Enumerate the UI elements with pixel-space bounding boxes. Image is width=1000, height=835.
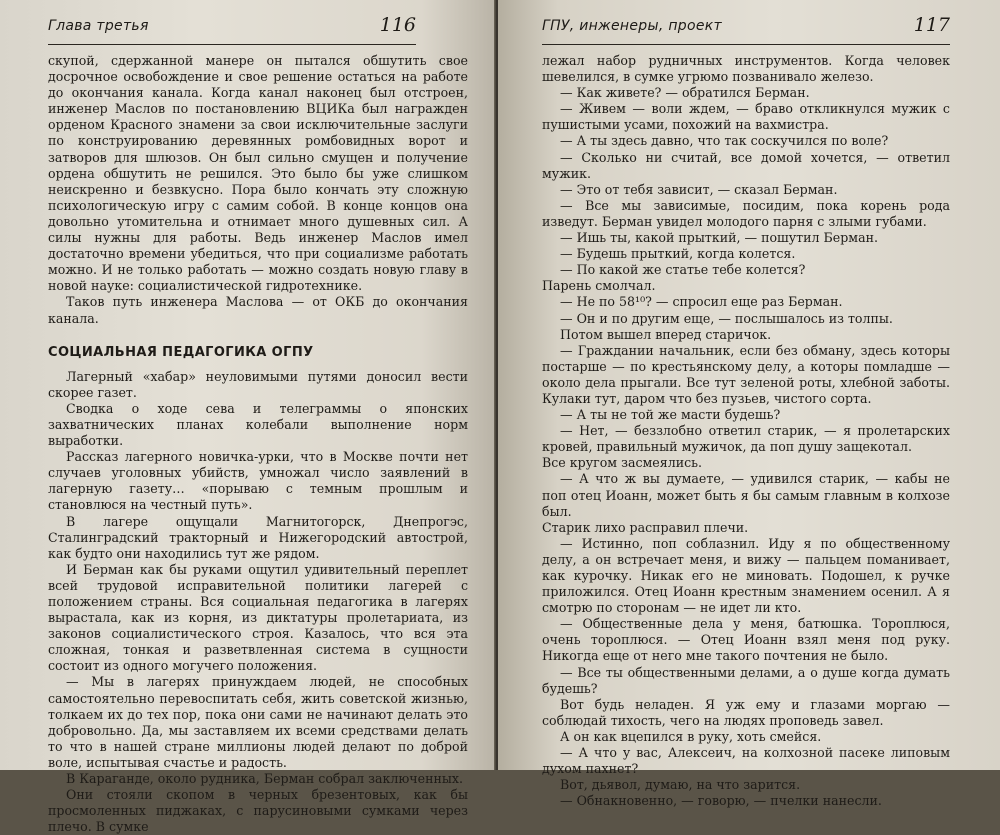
right-paragraph: — По какой же статье тебе колется? xyxy=(560,262,806,278)
right-paragraph: Парень смолчал. xyxy=(542,278,656,294)
left-running-head xyxy=(48,14,416,45)
right-paragraph: — Сколько ни считай, все домой хочется, — ответил мужик. xyxy=(542,149,950,181)
right-paragraph: — Не по 58¹⁰? — спросил еще раз Берман. xyxy=(560,294,843,310)
right-paragraph: — Живем — воли ждем, — браво откликнулся мужик с пушистыми усами, похожий на вахмистра. xyxy=(542,101,950,133)
left-paragraph: — Мы в лагерях принуждаем людей, не способных самостоятельно перевоспитать себя, жить советской жизнью, толкаем их до тех пор, пока они сами не начинают делать это добровольно. Да, мы заставляем их всеми средствами делать то что в нашей стране миллионы людей делают по доброй воле, испытывая счастье и радость. xyxy=(48,674,468,770)
right-paragraph: — А что ж вы думаете, — удивился старик, — кабы не поп отец Иоанн, может быть я бы самым главным в колхозе был. xyxy=(542,471,950,519)
right-running-title: ГПУ, инженеры, проект xyxy=(542,18,722,34)
left-paragraph: И Берман как бы руками ощутил удивительный переплет всей трудовой исправительной политики лагерей с положением страны. Вся социальная педагогика в лагерях вырастала, как из корня, из диктатуры пролетариата, из законов социалистического строя. Казалось, что вся эта сложная, тонкая и разветвленная система в сущности состоит из одного могучего положения. xyxy=(48,561,468,674)
right-paragraph: — Все ты общественными делами, а о душе когда думать будешь? xyxy=(542,664,950,696)
right-paragraph: Вот будь неладен. Я уж ему и глазами моргаю — соблюдай тихость, чего на людях проповедь завел. xyxy=(542,696,950,728)
right-paragraph: — Общественные дела у меня, батюшка. Тороплюся, очень тороплюся. — Отец Иоанн взял меня под руку. Никогда еще от него мне такого почтения не было. xyxy=(542,616,950,664)
left-paragraph: Рассказ лагерного новичка-урки, что в Москве почти нет случаев уголовных убийств, умножал число заявлений в лагерную газету… «порываю с темным прошлым и становлюся на честный путь». xyxy=(48,449,468,513)
left-paragraph: Лагерный «хабар» неуловимыми путями доносил вести скорее газет. xyxy=(48,368,468,400)
left-paragraph: В лагере ощущали Магнитогорск, Днепрогэс, Сталинградский тракторный и Нижегородский автострой, как будто они находились тут же рядом. xyxy=(48,513,468,561)
right-paragraph: — Он и по другим еще, — послышалось из толпы. xyxy=(560,310,893,326)
right-paragraph: Все кругом засмеялись. xyxy=(542,455,703,471)
right-paragraph: — А ты не той же масти будешь? xyxy=(560,407,781,423)
left-running-title: Глава третья xyxy=(48,18,149,34)
left-paragraph: В Караганде, около рудника, Берман собрал заключенных. xyxy=(66,771,463,787)
left-paragraph: Они стояли скопом в черных брезентовых, как бы просмоленных пиджаках, с парусиновыми сумками через плечо. В сумке xyxy=(48,787,468,835)
right-paragraph: А он как вцепился в руку, хоть смейся. xyxy=(560,728,822,744)
right-paragraph: — Ишь ты, какой прыткий, — пошутил Берман. xyxy=(560,230,879,246)
right-paragraph: Вот, дьявол, думаю, на что зарится. xyxy=(560,777,801,793)
right-paragraph: — Как живете? — обратился Берман. xyxy=(560,85,810,101)
left-paragraph: Сводка о ходе сева и телеграммы о японских захватнических планах колебали выполнение норм выработки. xyxy=(48,400,468,449)
right-paragraph: лежал набор рудничных инструментов. Когда человек шевелился, в сумке угрюмо позванивало железо. xyxy=(542,53,950,85)
left-page-number: 116 xyxy=(379,14,416,36)
right-body-text xyxy=(542,53,950,809)
right-paragraph: — Это от тебя зависит, — сказал Берман. xyxy=(560,181,838,197)
right-running-head xyxy=(542,14,950,45)
section-title: СОЦИАЛЬНАЯ ПЕДАГОГИКА ОГПУ xyxy=(48,344,314,360)
right-paragraph: — Истинно, поп соблазнил. Иду я по общественному делу, а он встречает меня, и вижу — пальцем поманивает, как курочку. Никак его не миновать. Подошел, к ручке приложился. Отец Иоанн крестным знамением осенил. А я смотрю по сторонам — не идет ли кто. xyxy=(542,535,950,616)
right-paragraph: — Обнакновенно, — говорю, — пчелки нанесли. xyxy=(560,793,882,809)
left-paragraph: Таков путь инженера Маслова — от ОКБ до окончания канала. xyxy=(48,294,468,326)
right-paragraph: — Граждании начальник, если без обману, здесь которы постарше — по крестьянскому делу, а которы помладше — около дела прыгали. Все тут зеленой роты, хлебной заботы. Кулаки тут, даром что без пузьев, чистого сорта. xyxy=(542,342,950,406)
right-page-number: 117 xyxy=(913,14,950,36)
right-paragraph: — А ты здесь давно, что так соскучился по воле? xyxy=(560,133,889,149)
right-paragraph: Старик лихо расправил плечи. xyxy=(542,519,749,535)
right-paragraph: — Все мы зависимые, посидим, пока корень рода изведут. Берман увидел молодого парня с злыми губами. xyxy=(542,197,950,229)
right-page xyxy=(498,0,1000,809)
left-body-text xyxy=(48,53,468,835)
right-paragraph: — Будешь прыткий, когда колется. xyxy=(560,246,796,262)
left-paragraph: скупой, сдержанной манере он пытался обшутить свое досрочное освобождение и свое решение остаться на работе до окончания канала. Когда канал наконец был отстроен, инженер Маслов по постановлению ВЦИКа был награжден орденом Красного знамени за свои исключительные заслуги по конструированию деревянных ромбовидных ворот и затворов для шлюзов. Он был сильно смущен и получение ордена обшутить не решился. Это было бы уже слишком неискренно и безвкусно. Пора было кончать эту сложную психологическую игру с самим собой. В конце концов она довольно утомительна и отнимает много душевных сил. А силы нужны для работы. Ведь инженер Маслов имел достаточно времени убедиться, что при социализме работать можно. И не только работать — можно создать новую главу в новой науке: социалистической гидротехнике. xyxy=(48,53,468,294)
left-page xyxy=(0,0,496,835)
right-paragraph: — А что у вас, Алексеич, на колхозной пасеке липовым духом пахнет? xyxy=(542,745,950,777)
right-paragraph: Потом вышел вперед старичок. xyxy=(560,326,772,342)
right-paragraph: — Нет, — беззлобно ответил старик, — я пролетарских кровей, правильный мужичок, да поп душу защекотал. xyxy=(542,423,950,455)
